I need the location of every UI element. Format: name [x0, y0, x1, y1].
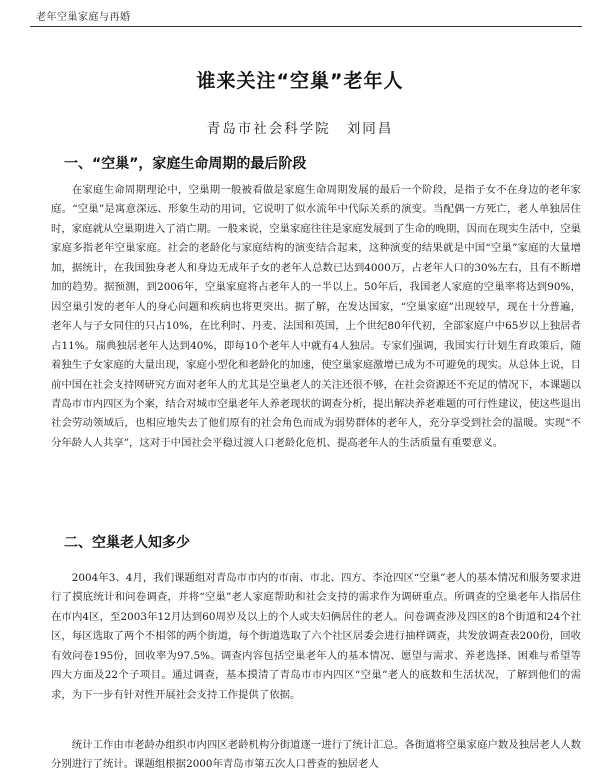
- section-heading-2: 二、空巢老人知多少: [64, 535, 190, 551]
- article-title: 谁来关注“空巢”老年人: [196, 70, 404, 92]
- paragraph: 统计工作由市老龄办组织市内四区老龄机构分街道逐一进行了统计汇总。各街道将空巢家庭户数及独居老人人数分别进行了统计。课题组根据2000年青岛市第五次人口普查的独居老人: [51, 739, 581, 771]
- running-head: 老年空巢家庭与再婚: [36, 12, 131, 23]
- header-rule: [30, 26, 582, 27]
- affiliation: 青岛市社会科学院: [206, 121, 331, 137]
- paragraph: 2004年3、4月，我们课题组对青岛市市内的市南、市北、四方、李沧四区“空巢”老人的基本情况和服务要求进行了摸底统计和问卷调查，并将“空巢”老人家庭帮助和社会支持的需求作为调研重点。所调查的空巢老年人指居住在市内4区，至2003年12月达到60周岁及以上的个人或夫妇俩居住的老人。问卷调查涉及四区的8个街道和24个社区，每区选取了两个不相邻的两个街道，每个街道选取了六个社区居委会进行抽样调查，共发放调查表200份，回收有效问卷195份，回收率为97.5%。调查内容包括空巢老年人的基本情况、愿望与需求、养老选择、困难与希望等四大方面及22个子项目。通过调查，基本摸清了青岛市市内四区“空巢”老人的底数和生活状况，了解到他们的需求，为下一步有针对性开展社会支持工作提供了依据。: [51, 572, 581, 701]
- author-name: 刘同昌: [346, 121, 394, 137]
- byline: [0, 117, 600, 137]
- paragraph: 在家庭生命周期理论中，空巢期一般被看做是家庭生命周期发展的最后一个阶段，是指子女不在身边的老年家庭。“空巢”是寓意深远、形象生动的用词，它说明了似水流年中代际关系的演变。当配偶一方死亡，老人单独居住时，家庭就从空巢期进入了消亡期。一般来说，空巢家庭往往是家庭发展到了生命的晚期，因而在现实生活中，空巢家庭多指老年空巢家庭。社会的老龄化与家庭结构的演变结合起来，这种演变的结果就是中国“空巢”家庭的大量增加，据统计，在我国独身老人和身边无成年子女的老年人总数已达到4000万，占老年人口的30%左右，且有不断增加的趋势。据预测，到2006年，空巢家庭将占老年人的一半以上。50年后，我国老人家庭的空巢率将达到90%，因空巢引发的老年人的身心问题和疾病也将更突出。据了解，在发达国家，“空巢家庭”出现较早，现在十分普遍，老年人与子女同住的只占10%，在比利时、丹麦、法国和英国，上个世纪80年代初，全部家庭户中65岁以上独居者占11%。瑞典独居老年人达到40%，即每10个老年人中就有4人独居。专家们强调，我国实行计划生育政策后，随着独生子女家庭的大量出现，家庭小型化和老龄化的加速，使空巢家庭激增已成为不可避免的现实。从总体上说，目前中国在社会支持网研究方面对老年人的尤其是空巢老人的关注还很不够，在社会资源还不充足的情况下，本课题以青岛市市内四区为个案，结合对城市空巢老年人养老现状的调查分析，提出解决养老难题的可行性建议，使这些退出社会劳动领域后，也相应地失去了他们原有的社会角色而成为弱势群体的老年人，充分享受到社会的温暖。实现“不分年龄人人共享”，这对于中国社会平稳过渡人口老龄化危机、提高老年人的生活质量有重要意义。: [51, 184, 581, 449]
- section-heading-1: 一、“空巢”，家庭生命周期的最后阶段: [64, 156, 307, 172]
